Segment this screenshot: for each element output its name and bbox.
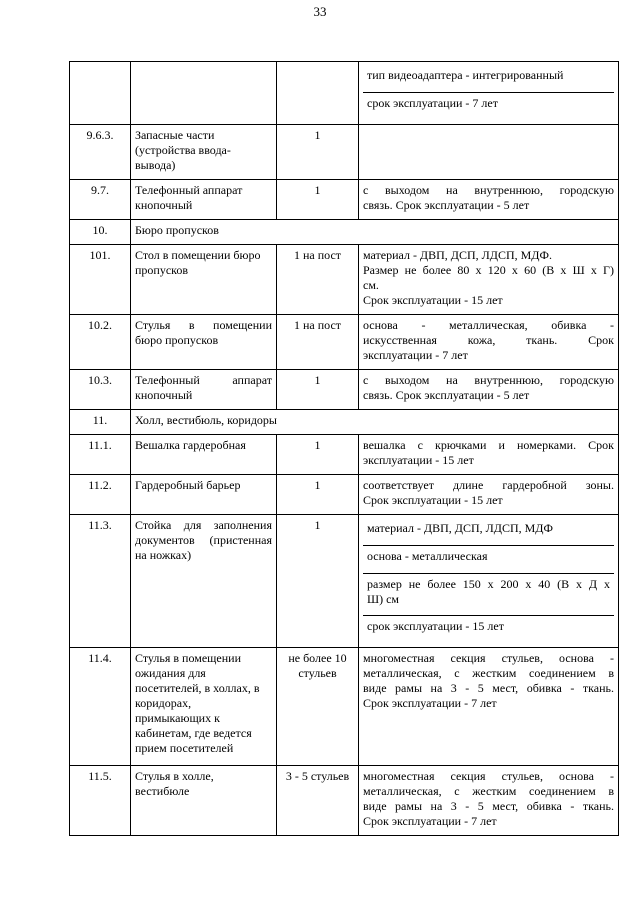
name-line: Стол в помещении бюро: [135, 248, 261, 262]
quantity-line: не более 10: [288, 651, 347, 665]
name-line: примыкающих к: [135, 711, 220, 725]
cell-number: 11.1.: [70, 435, 131, 475]
name-line: пропусков: [135, 263, 189, 277]
requirement-line: тип видеоадаптера - интегрированный: [363, 65, 614, 93]
name-line: Стулья в холле,: [135, 769, 214, 783]
name-line: ожидания для: [135, 666, 206, 680]
name-line: кнопочный: [135, 198, 193, 212]
cell-requirements: [359, 315, 619, 370]
cell-name: Гардеробный барьер: [131, 475, 277, 515]
cell-name: [131, 125, 277, 180]
cell-quantity: 1: [277, 475, 359, 515]
cell-quantity: 1 на пост: [277, 315, 359, 370]
cell-quantity: 1: [277, 435, 359, 475]
cell-number: 9.7.: [70, 180, 131, 220]
requirement-line: материал - ДВП, ДСП, ЛДСП, МДФ: [363, 518, 614, 546]
table-row: [70, 475, 619, 515]
requirement-line: с выходом на внутреннюю, городскую: [363, 183, 614, 197]
cell-requirements: [359, 475, 619, 515]
table-row: [70, 766, 619, 836]
table-row: [70, 125, 619, 180]
name-line: кнопочный: [135, 388, 193, 402]
cell-name: [131, 180, 277, 220]
cell-quantity: 1: [277, 125, 359, 180]
cell-name: [131, 648, 277, 766]
requirement-block: [363, 574, 614, 616]
cell-requirements: [359, 62, 619, 125]
requirement-line: многоместная секция стульев, основа -: [363, 651, 614, 665]
cell-requirements: [359, 766, 619, 836]
requirement-line: размер не более 150 х 200 х 40 (В х Д х: [367, 577, 610, 591]
table-row: [70, 62, 619, 125]
requirement-line: виде рамы на 3 - 5 мест, обивка - ткань.: [363, 681, 614, 695]
requirement-line: эксплуатации - 15 лет: [363, 453, 474, 467]
table-row: [70, 315, 619, 370]
name-line: Запасные части: [135, 128, 215, 142]
cell-number: 11.: [70, 410, 131, 435]
requirement-line: Ш) см: [367, 592, 400, 606]
name-line: Телефонный аппарат: [135, 183, 243, 197]
cell-number: 9.6.3.: [70, 125, 131, 180]
requirement-line: искусственная кожа, ткань. Срок: [363, 333, 614, 347]
cell-quantity: 1 на пост: [277, 245, 359, 315]
cell-number: 11.5.: [70, 766, 131, 836]
name-line: Стулья в помещении: [135, 651, 241, 665]
requirement-line: соответствует длине гардеробной зоны.: [363, 478, 614, 492]
name-line: Стойка для заполнения: [135, 518, 272, 532]
table-row: [70, 648, 619, 766]
requirement-line: эксплуатации - 7 лет: [363, 348, 468, 362]
name-line: на ножках): [135, 548, 192, 562]
requirement-line: Срок эксплуатации - 15 лет: [363, 493, 503, 507]
name-line: (устройства ввода-: [135, 143, 231, 157]
table-row: [70, 435, 619, 475]
table-row: [70, 180, 619, 220]
cell-number: 10.3.: [70, 370, 131, 410]
cell-name: [131, 245, 277, 315]
cell-number: [70, 62, 131, 125]
requirement-line: металлическая, с жестким соединением в: [363, 784, 614, 798]
requirement-line: Срок эксплуатации - 7 лет: [363, 814, 497, 828]
name-line: Телефонный аппарат: [135, 373, 272, 387]
cell-quantity: 3 - 5 стульев: [277, 766, 359, 836]
requirement-line: металлическая, с жестким соединением в: [363, 666, 614, 680]
equipment-table: [69, 61, 619, 836]
requirement-line: срок эксплуатации - 15 лет: [367, 619, 504, 633]
cell-number: 10.2.: [70, 315, 131, 370]
table-row: [70, 245, 619, 315]
requirement-line: основа - металлическая, обивка -: [363, 318, 614, 332]
name-line: бюро пропусков: [135, 333, 219, 347]
requirement-line: вешалка с крючками и номерками. Срок: [363, 438, 614, 452]
cell-quantity: 1: [277, 370, 359, 410]
cell-number: 10.: [70, 220, 131, 245]
name-line: кабинетам, где ведется: [135, 726, 252, 740]
cell-requirements: [359, 370, 619, 410]
cell-name: [131, 315, 277, 370]
quantity-line: стульев: [298, 666, 337, 680]
requirement-line: Срок эксплуатации - 7 лет: [363, 696, 497, 710]
cell-number: 101.: [70, 245, 131, 315]
section-row: [70, 410, 619, 435]
cell-number: 11.2.: [70, 475, 131, 515]
requirement-line: с выходом на внутреннюю, городскую: [363, 373, 614, 387]
requirement-line: основа - металлическая: [363, 546, 614, 574]
name-line: вестибюле: [135, 784, 190, 798]
requirement-line: многоместная секция стульев, основа -: [363, 769, 614, 783]
requirement-line: связь. Срок эксплуатации - 5 лет: [363, 388, 530, 402]
table-row: [70, 515, 619, 648]
cell-requirements: [359, 648, 619, 766]
cell-requirements: [359, 515, 619, 648]
page-number: 33: [313, 4, 327, 19]
cell-requirements: [359, 125, 619, 180]
section-title: Холл, вестибюль, коридоры: [131, 410, 619, 435]
cell-requirements: [359, 245, 619, 315]
name-line: прием посетителей: [135, 741, 234, 755]
cell-name: [131, 515, 277, 648]
name-line: вывода): [135, 158, 176, 172]
cell-name: [131, 766, 277, 836]
cell-name: Вешалка гардеробная: [131, 435, 277, 475]
requirement-line: срок эксплуатации - 7 лет: [367, 96, 498, 110]
cell-requirements: [359, 435, 619, 475]
requirement-line: Размер не более 80 х 120 х 60 (В х Ш х Г): [363, 263, 614, 277]
cell-requirements: [359, 180, 619, 220]
cell-quantity: 1: [277, 180, 359, 220]
requirement-line: связь. Срок эксплуатации - 5 лет: [363, 198, 530, 212]
cell-quantity: 1: [277, 515, 359, 648]
cell-name: [131, 370, 277, 410]
cell-number: 11.3.: [70, 515, 131, 648]
requirement-line: см.: [363, 278, 379, 292]
section-row: [70, 220, 619, 245]
requirement-line: Срок эксплуатации - 15 лет: [363, 293, 503, 307]
name-line: Стулья в помещении: [135, 318, 272, 332]
cell-quantity: [277, 648, 359, 766]
cell-quantity: [277, 62, 359, 125]
section-title: Бюро пропусков: [131, 220, 619, 245]
name-line: документов (пристенная: [135, 533, 272, 547]
requirement-line: материал - ДВП, ДСП, ЛДСП, МДФ.: [363, 248, 552, 262]
cell-name: [131, 62, 277, 125]
name-line: коридорах,: [135, 696, 192, 710]
table-row: [70, 370, 619, 410]
name-line: посетителей, в холлах, в: [135, 681, 260, 695]
requirement-line: виде рамы на 3 - 5 мест, обивка - ткань.: [363, 799, 614, 813]
cell-number: 11.4.: [70, 648, 131, 766]
